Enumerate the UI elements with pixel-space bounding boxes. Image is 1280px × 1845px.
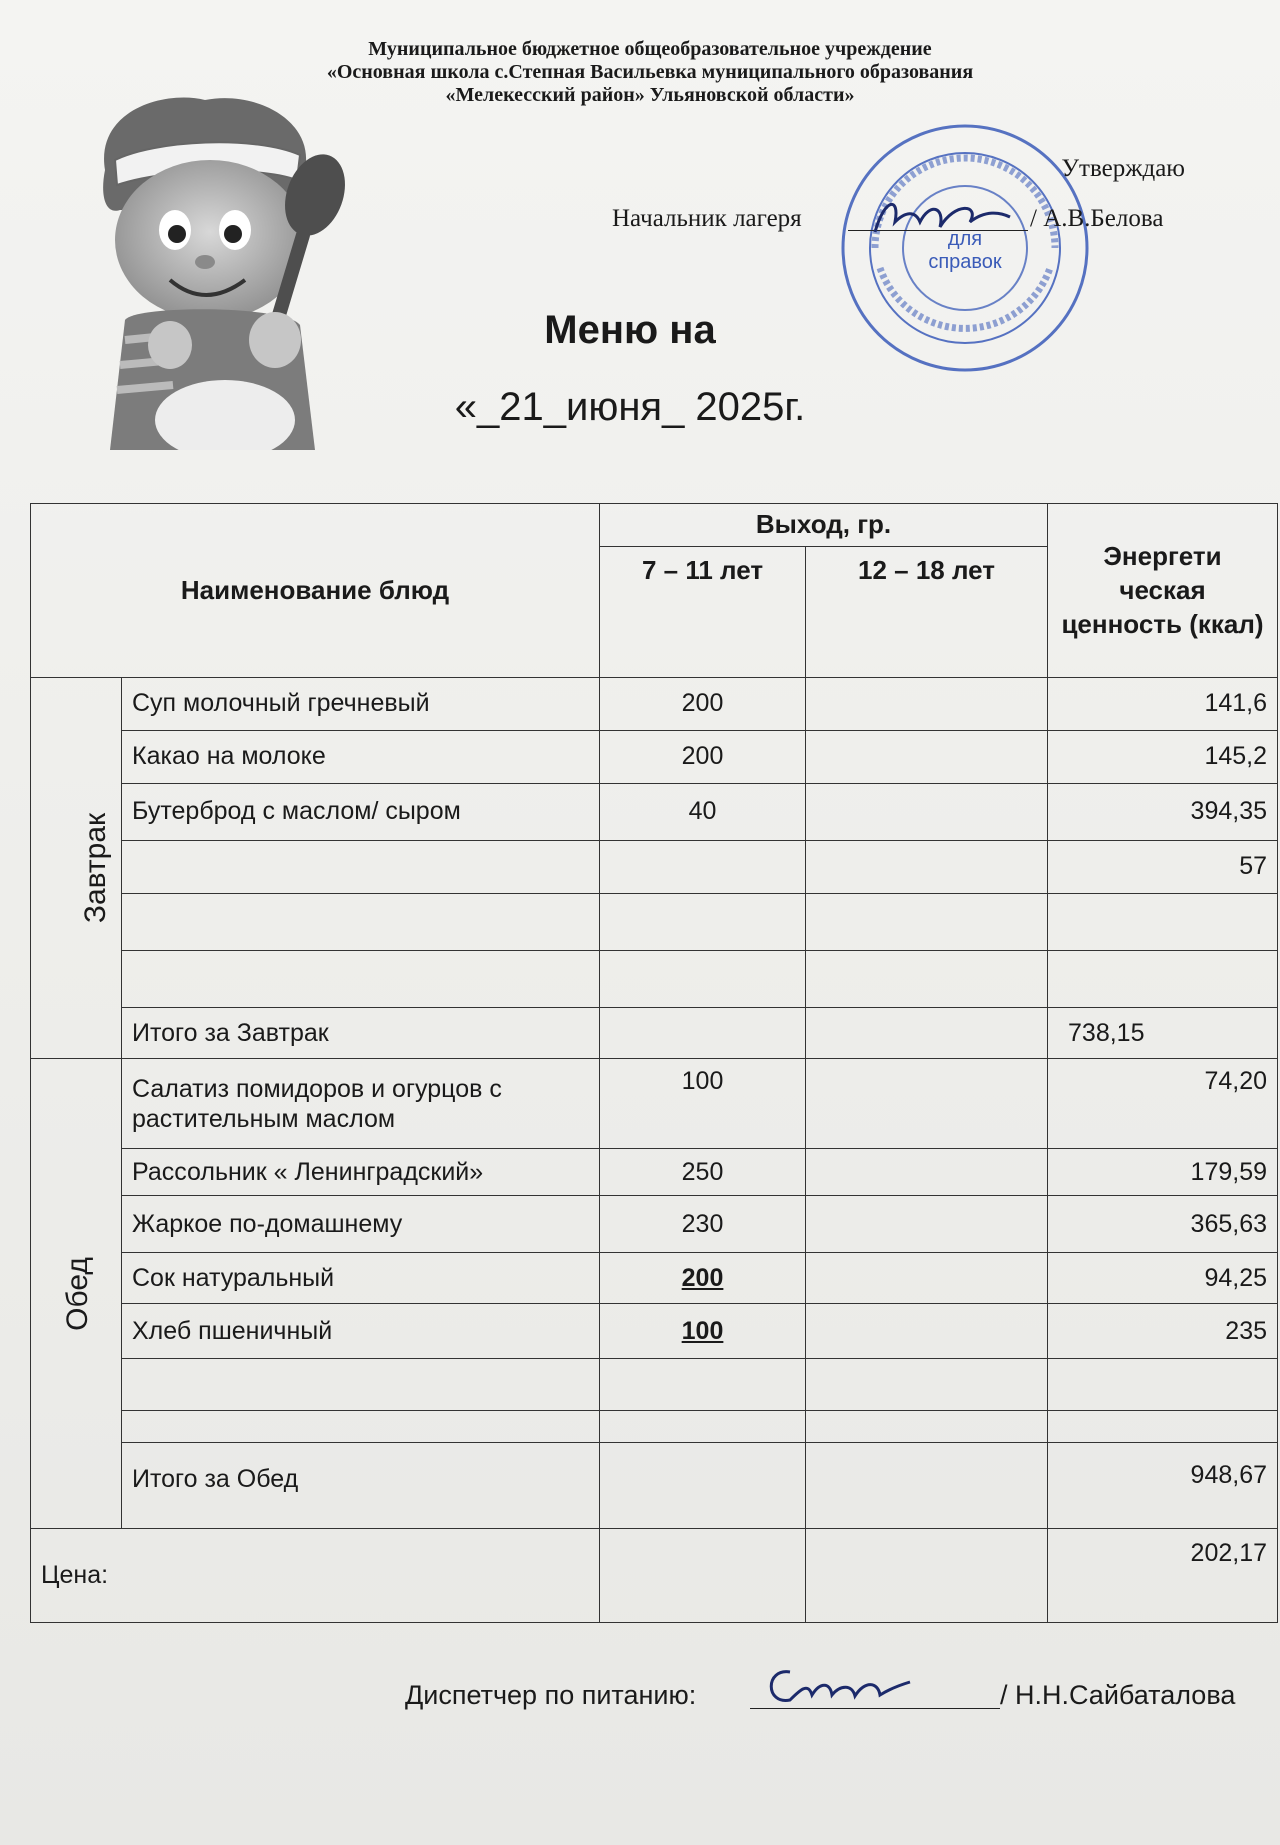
output-7-11: 200 <box>600 1253 806 1304</box>
energy-value: 145,2 <box>1048 730 1278 783</box>
dish-name <box>122 1359 600 1410</box>
table-row <box>31 1196 1278 1253</box>
section-breakfast: Завтрак <box>31 677 122 1059</box>
menu-title: Меню на <box>544 308 716 352</box>
output-7-11: 200 <box>600 677 806 730</box>
table-row <box>31 1149 1278 1196</box>
output-7-11 <box>600 951 806 1008</box>
output-12-18 <box>806 1359 1048 1410</box>
output-12-18 <box>806 951 1048 1008</box>
output-7-11 <box>600 893 806 950</box>
output-7-11 <box>600 1410 806 1443</box>
total-label: Итого за Обед <box>122 1443 600 1529</box>
total-row <box>31 1443 1278 1529</box>
header-energy: Энергети ческая ценность (ккал) <box>1048 504 1278 678</box>
energy-value: 365,63 <box>1048 1196 1278 1253</box>
header-age-12-18: 12 – 18 лет <box>806 546 1048 677</box>
output-12-18 <box>806 783 1048 840</box>
total-energy: 948,67 <box>1048 1443 1278 1529</box>
output-7-11: 40 <box>600 783 806 840</box>
header-output: Выход, гр. <box>600 504 1048 547</box>
svg-text:для: для <box>947 228 983 250</box>
energy-value <box>1048 1410 1278 1443</box>
output-12-18 <box>806 1196 1048 1253</box>
menu-date: «_21_июня_ 2025г. <box>454 385 806 429</box>
chef-boy-illustration <box>75 90 375 450</box>
table-row <box>31 951 1278 1008</box>
total-label: Итого за Завтрак <box>122 1008 600 1059</box>
dish-name <box>122 951 600 1008</box>
dish-name <box>122 840 600 893</box>
output-7-11: 230 <box>600 1196 806 1253</box>
table-row <box>31 1304 1278 1359</box>
dish-name: Рассольник « Ленинградский» <box>122 1149 600 1196</box>
total-row <box>31 1008 1278 1059</box>
output-12-18 <box>806 677 1048 730</box>
dish-name: Суп молочный гречневый <box>122 677 600 730</box>
chief-signature <box>860 192 1030 244</box>
output-12-18 <box>806 1253 1048 1304</box>
table-row <box>31 1359 1278 1410</box>
section-lunch: Обед <box>31 1059 122 1529</box>
output-7-11: 100 <box>600 1059 806 1149</box>
energy-value <box>1048 893 1278 950</box>
dish-name: Бутерброд с маслом/ сыром <box>122 783 600 840</box>
output-7-11 <box>600 1359 806 1410</box>
dish-name: Жаркое по-домашнему <box>122 1196 600 1253</box>
energy-value: 235 <box>1048 1304 1278 1359</box>
header-line-1: Муниципальное бюджетное общеобразовательное учреждение <box>368 38 932 60</box>
output-12-18 <box>806 1410 1048 1443</box>
table-row <box>31 1410 1278 1443</box>
energy-value: 179,59 <box>1048 1149 1278 1196</box>
output-7-11 <box>600 840 806 893</box>
dish-name: Сок натуральный <box>122 1253 600 1304</box>
official-stamp <box>835 118 1095 378</box>
table-row <box>31 1059 1278 1149</box>
header-age-7-11: 7 – 11 лет <box>600 546 806 677</box>
table-row <box>31 893 1278 950</box>
output-7-11: 200 <box>600 730 806 783</box>
energy-value: 74,20 <box>1048 1059 1278 1149</box>
dispatcher-signature <box>760 1660 920 1710</box>
output-7-11: 250 <box>600 1149 806 1196</box>
energy-value: 57 <box>1048 840 1278 893</box>
dispatcher-name: / Н.Н.Сайбаталова <box>1000 1680 1236 1710</box>
energy-value: 141,6 <box>1048 677 1278 730</box>
table-row <box>31 677 1278 730</box>
output-12-18 <box>806 840 1048 893</box>
header-dish-name: Наименование блюд <box>31 504 600 678</box>
output-12-18 <box>806 1059 1048 1149</box>
total-energy: 738,15 <box>1048 1008 1278 1059</box>
chief-label: Начальник лагеря <box>612 205 802 232</box>
table-row <box>31 783 1278 840</box>
output-7-11: 100 <box>600 1304 806 1359</box>
table-row <box>31 730 1278 783</box>
output-12-18 <box>806 1149 1048 1196</box>
header-line-3: «Мелекесский район» Ульяновской области» <box>445 84 855 106</box>
approve-label: Утверждаю <box>1061 155 1185 182</box>
energy-value <box>1048 951 1278 1008</box>
chief-name: / А.В.Белова <box>1030 205 1164 232</box>
table-row <box>31 1253 1278 1304</box>
dish-name: Хлеб пшеничный <box>122 1304 600 1359</box>
energy-value: 394,35 <box>1048 783 1278 840</box>
table-row <box>31 840 1278 893</box>
menu-table <box>30 503 1278 1623</box>
output-12-18 <box>806 730 1048 783</box>
svg-text:справок: справок <box>928 251 1002 273</box>
price-value: 202,17 <box>1048 1528 1278 1622</box>
header-line-2: «Основная школа с.Степная Васильевка муниципального образования <box>326 61 974 83</box>
output-12-18 <box>806 1304 1048 1359</box>
price-label: Цена: <box>31 1528 600 1622</box>
dish-name: Какао на молоке <box>122 730 600 783</box>
dispatcher-label: Диспетчер по питанию: <box>405 1680 697 1710</box>
price-row <box>31 1528 1278 1622</box>
energy-value: 94,25 <box>1048 1253 1278 1304</box>
dish-name: Салатиз помидоров и огурцов с растительным маслом <box>122 1059 600 1149</box>
output-12-18 <box>806 893 1048 950</box>
energy-value <box>1048 1359 1278 1410</box>
dish-name <box>122 1410 600 1443</box>
dish-name <box>122 893 600 950</box>
